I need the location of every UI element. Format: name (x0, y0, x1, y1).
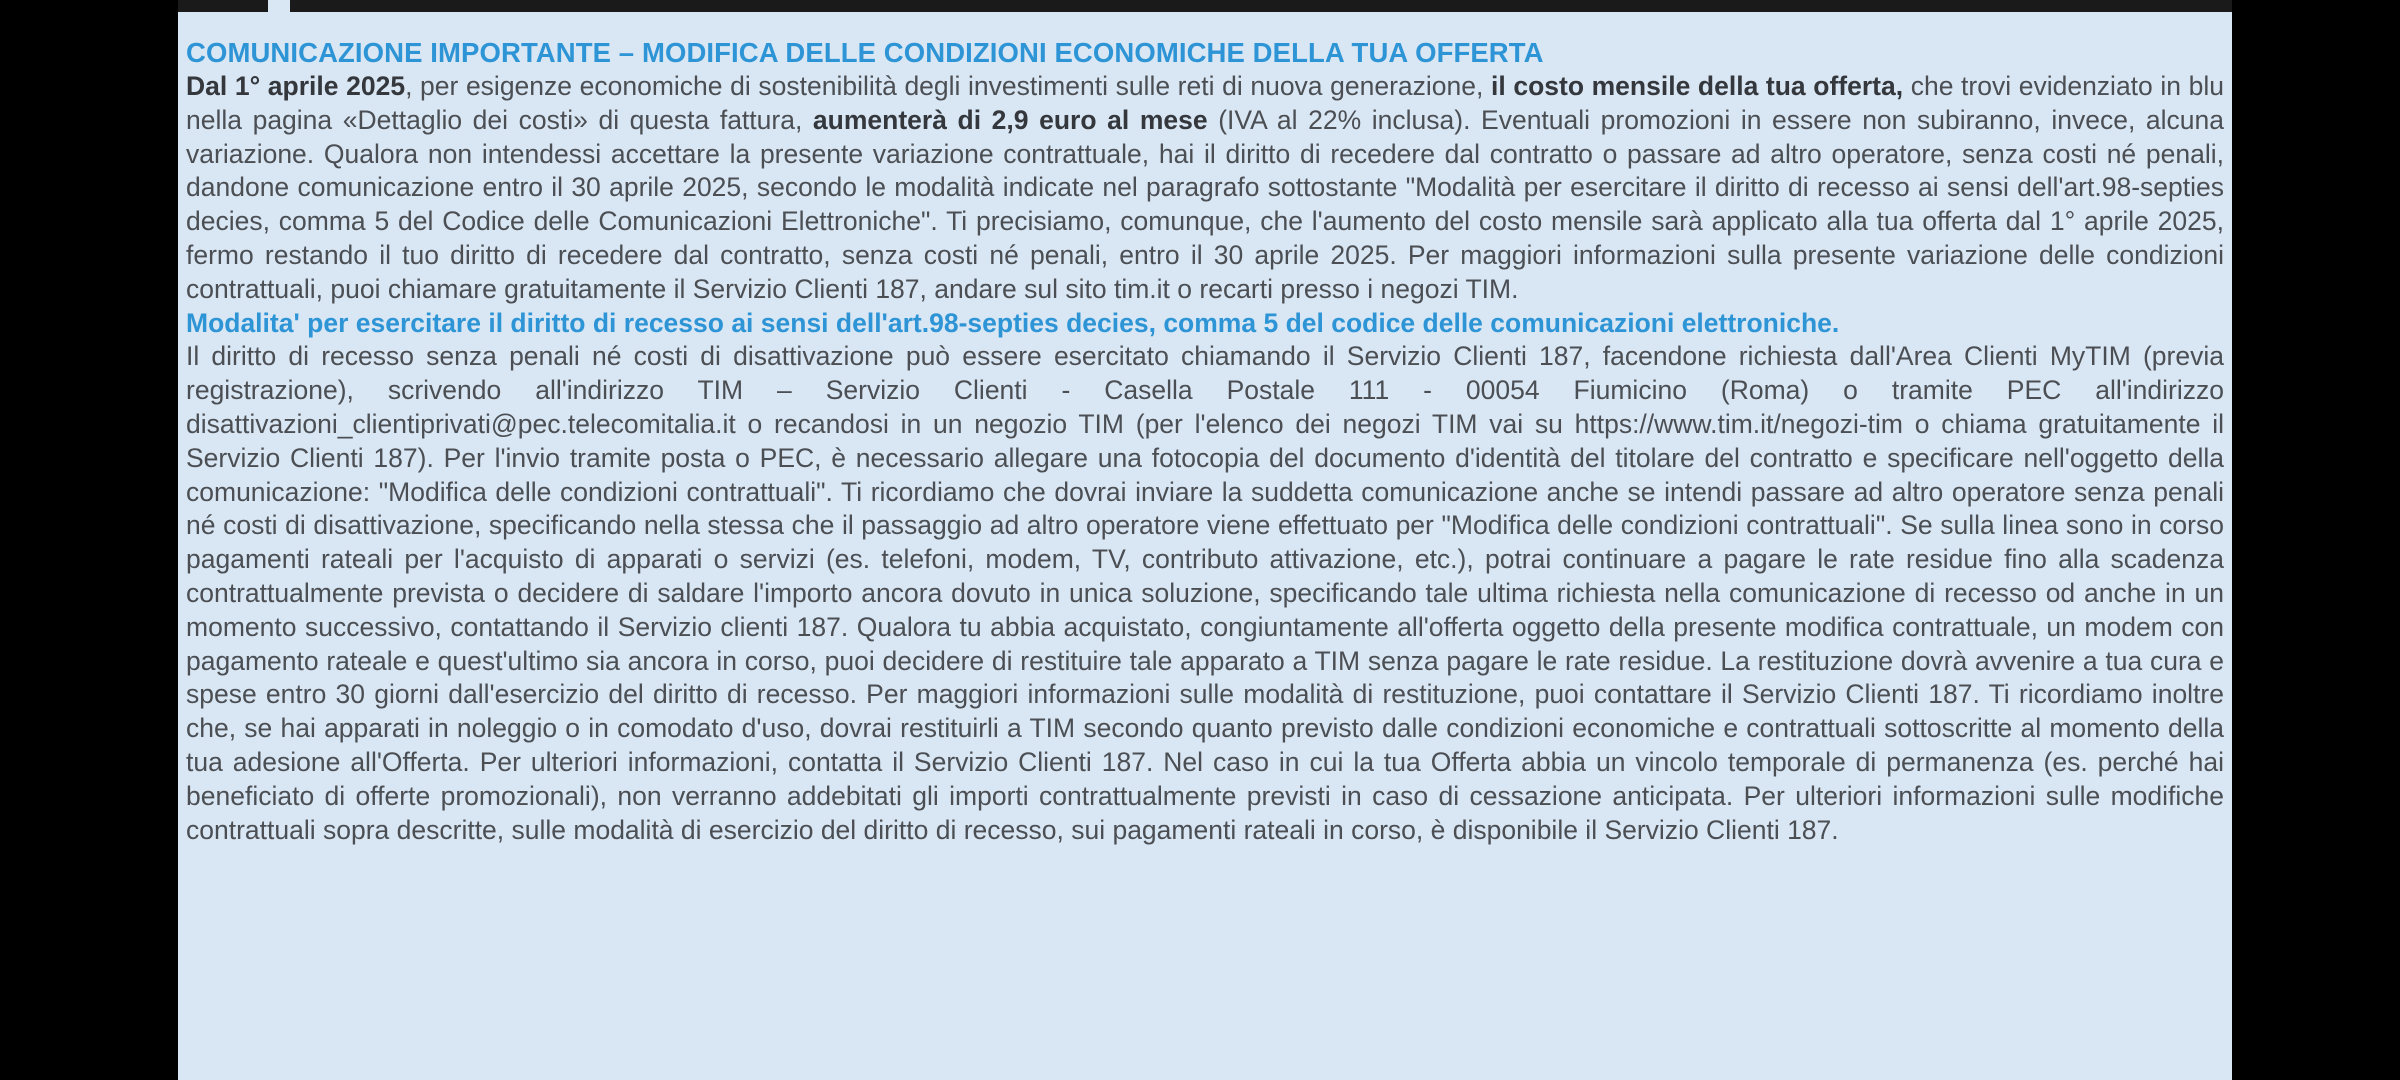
notice-title: COMUNICAZIONE IMPORTANTE – MODIFICA DELLE CONDIZIONI ECONOMICHE DELLA TUA OFFERTA (186, 37, 1544, 68)
notice-paragraph-1: Dal 1° aprile 2025, per esigenze economiche di sostenibilità degli investimenti sulle reti di nuova generazione, il costo mensile della tua offerta, che trovi evidenziato in blu nella pagina «Dettaglio dei costi» di questa fattura, aumenterà di 2,9 euro al mese (IVA al 22% inclusa). Eventuali promozioni in essere non subiranno, invece, alcuna variazione. Qualora non intendessi accettare la presente variazione contrattuale, hai il diritto di recedere dal contratto o passare ad altro operatore, senza costi né penali, dandone comunicazione entro il 30 aprile 2025, secondo le modalità indicate nel paragrafo sottostante "Modalità per esercitare il diritto di recesso ai sensi dell'art.98-septies decies, comma 5 del Codice delle Comunicazioni Elettroniche". Ti precisiamo, comunque, che l'aumento del costo mensile sarà applicato alla tua offerta dal 1° aprile 2025, fermo restando il tuo diritto di recedere dal contratto, senza costi né penali, entro il 30 aprile 2025. Per maggiori informazioni sulla presente variazione delle condizioni contrattuali, puoi chiamare gratuitamente il Servizio Clienti 187, andare sul sito tim.it o recarti presso i negozi TIM. (186, 71, 2224, 304)
notice-subtitle: Modalita' per esercitare il diritto di recesso ai sensi dell'art.98-septies decies, comma 5 del codice delle comunicazioni elettroniche. (186, 307, 1840, 338)
viewer-top-strip (178, 0, 2232, 12)
notice-panel (178, 12, 2232, 1080)
notice-paragraph-2: Il diritto di recesso senza penali né costi di disattivazione può essere esercitato chiamando il Servizio Clienti 187, facendone richiesta dall'Area Clienti MyTIM (previa registrazione), scrivendo all'indirizzo TIM – Servizio Clienti - Casella Postale 111 - 00054 Fiumicino (Roma) o tramite PEC all'indirizzo disattivazioni_clientiprivati@pec.telecomitalia.it o recandosi in un negozio TIM (per l'elenco dei negozi TIM vai su https://www.tim.it/negozi-tim o chiama gratuitamente il Servizio Clienti 187). Per l'invio tramite posta o PEC, è necessario allegare una fotocopia del documento d'identità del titolare del contratto e specificare nell'oggetto della comunicazione: "Modifica delle condizioni contrattuali". Ti ricordiamo che dovrai inviare la suddetta comunicazione anche se intendi passare ad altro operatore senza penali né costi di disattivazione, specificando nella stessa che il passaggio ad altro operatore viene effettuato per "Modifica delle condizioni contrattuali". Se sulla linea sono in corso pagamenti rateali per l'acquisto di apparati o servizi (es. telefoni, modem, TV, contributo attivazione, etc.), potrai continuare a pagare le rate residue fino alla scadenza contrattualmente prevista o decidere di saldare l'importo ancora dovuto in unica soluzione, specificando tale ultima richiesta nella comunicazione di recesso od anche in un momento successivo, contattando il Servizio clienti 187. Qualora tu abbia acquistato, congiuntamente all'offerta oggetto della presente modifica contrattuale, un modem con pagamento rateale e quest'ultimo sia ancora in corso, puoi decidere di restituire tale apparato a TIM senza pagare le rate residue. La restituzione dovrà avvenire a tua cura e spese entro 30 giorni dall'esercizio del diritto di recesso. Per maggiori informazioni sulle modalità di restituzione, puoi contattare il Servizio Clienti 187. Ti ricordiamo inoltre che, se hai apparati in noleggio o in comodato d'uso, dovrai restituirli a TIM secondo quanto previsto dalle condizioni economiche e contrattuali sottoscritte al momento della tua adesione all'Offerta. Per ulteriori informazioni, contatta il Servizio Clienti 187. Nel caso in cui la tua Offerta abbia un vincolo temporale di permanenza (es. perché hai beneficiato di offerte promozionali), non verranno addebitati gli importi contrattualmente previsti in caso di cessazione anticipata. Per ulteriori informazioni sulle modifiche contrattuali sopra descritte, sulle modalità di esercizio del diritto di recesso, sui pagamenti rateali in corso, è disponibile il Servizio Clienti 187. (186, 341, 2224, 845)
page-edge-notch (268, 0, 290, 12)
